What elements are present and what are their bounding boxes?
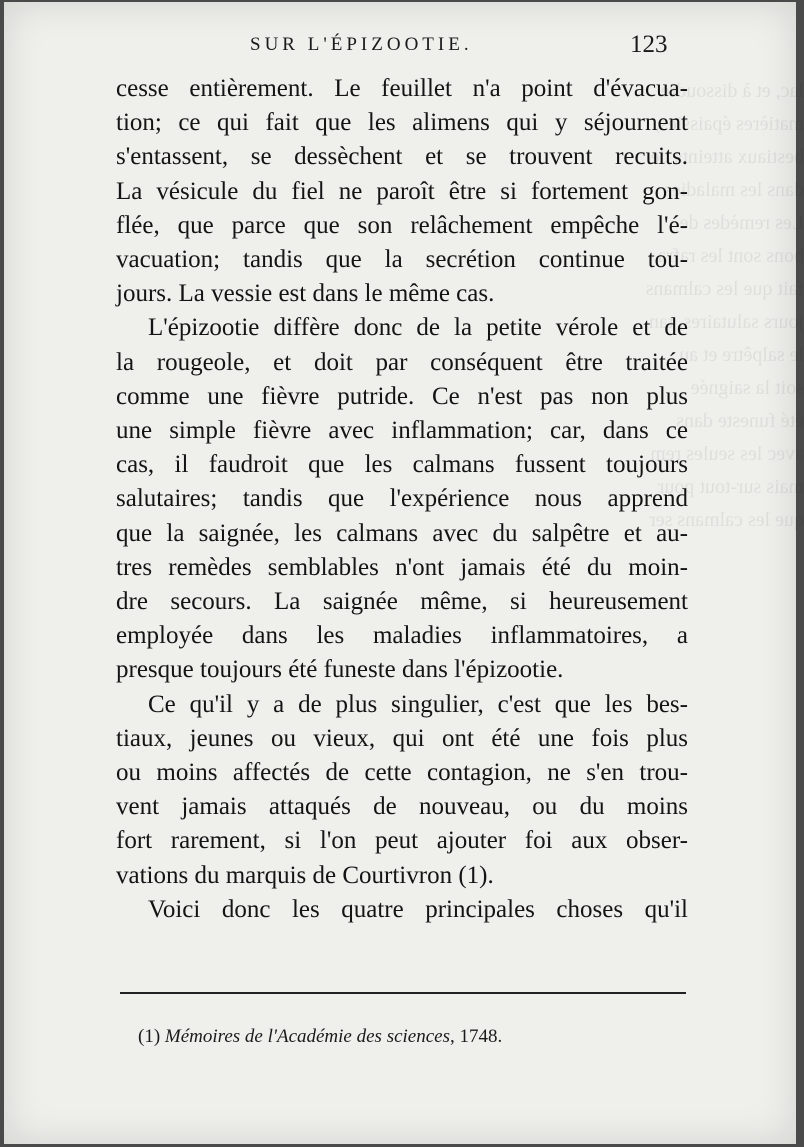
text-line: employée dans les maladies inflammatoires, a: [116, 622, 688, 650]
text-line: jours. La vessie est dans le même cas.: [116, 280, 495, 308]
running-title: SUR L'ÉPIZOOTIE.: [250, 34, 473, 55]
text-line: La vésicule du fiel ne paroît être si fortement gon-: [116, 177, 688, 205]
text-line: comme une fièvre putride. Ce n'est pas non plus: [116, 382, 688, 410]
footnote-marker: (1): [138, 1026, 161, 1047]
text-line: tres remèdes semblables n'ont jamais été du moin-: [116, 553, 688, 581]
text-line: une simple fièvre avec inflammation; car, dans ce: [116, 417, 688, 445]
text-line: tion; ce qui fait que les alimens qui y séjournent: [116, 109, 688, 137]
page-number: 123: [630, 31, 668, 58]
text-line: s'entassent, se dessèchent et se trouvent recuits.: [116, 143, 688, 171]
text-line: presque toujours été funeste dans l'épizootie.: [116, 656, 564, 684]
book-page: [4, 2, 804, 1144]
text-line: L'épizootie diffère donc de la petite vérole et de: [148, 314, 688, 342]
text-line: vacuation; tandis que la secrétion continue tou-: [116, 246, 688, 274]
text-line: que la saignée, les calmans avec du salpêtre et au-: [116, 519, 688, 547]
footnote-title: Mémoires de l'Académie des sciences: [164, 1026, 450, 1047]
footnote-rule: [120, 992, 686, 994]
body-text: [116, 72, 688, 927]
page-header: [4, 31, 796, 64]
text-line: vations du marquis de Courtivron (1).: [116, 861, 494, 889]
text-line: tiaux, jeunes ou vieux, qui ont été une fois plus: [116, 724, 688, 752]
text-line: Ce qu'il y a de plus singulier, c'est que les bes-: [148, 690, 688, 718]
text-line: la rougeole, et doit par conséquent être traitée: [116, 348, 688, 376]
text-line: vent jamais attaqués de nouveau, ou du moins: [116, 793, 688, 821]
text-line: ou moins affectés de cette contagion, ne s'en trou-: [116, 759, 688, 787]
text-line: cas, il faudroit que les calmans fussent toujours: [116, 451, 688, 479]
text-line: fort rarement, si l'on peut ajouter foi aux obser-: [116, 827, 688, 855]
text-line: cesse entièrement. Le feuillet n'a point d'évacua-: [116, 75, 688, 102]
text-line: flée, que parce que son relâchement empêche l'é-: [116, 211, 688, 239]
text-line: dre secours. La saignée même, si heureusement: [116, 588, 688, 616]
show-through-text: lac, et à dissoudre matières épaissies, bestiaux atteints de dans les maladies Les remèdes de bons sont les rafra fait que les calmans jours salutaires, tan le salpêtre et au soit la saignée été funeste dans avec les seules rem mais sur-tout pour que les calmans ser: [645, 80, 804, 531]
footnote-year: , 1748.: [450, 1026, 503, 1047]
footnote: [138, 1026, 502, 1048]
text-line: salutaires; tandis que l'expérience nous apprend: [116, 485, 688, 513]
text-line: Voici donc les quatre principales choses qu'il: [148, 895, 688, 923]
